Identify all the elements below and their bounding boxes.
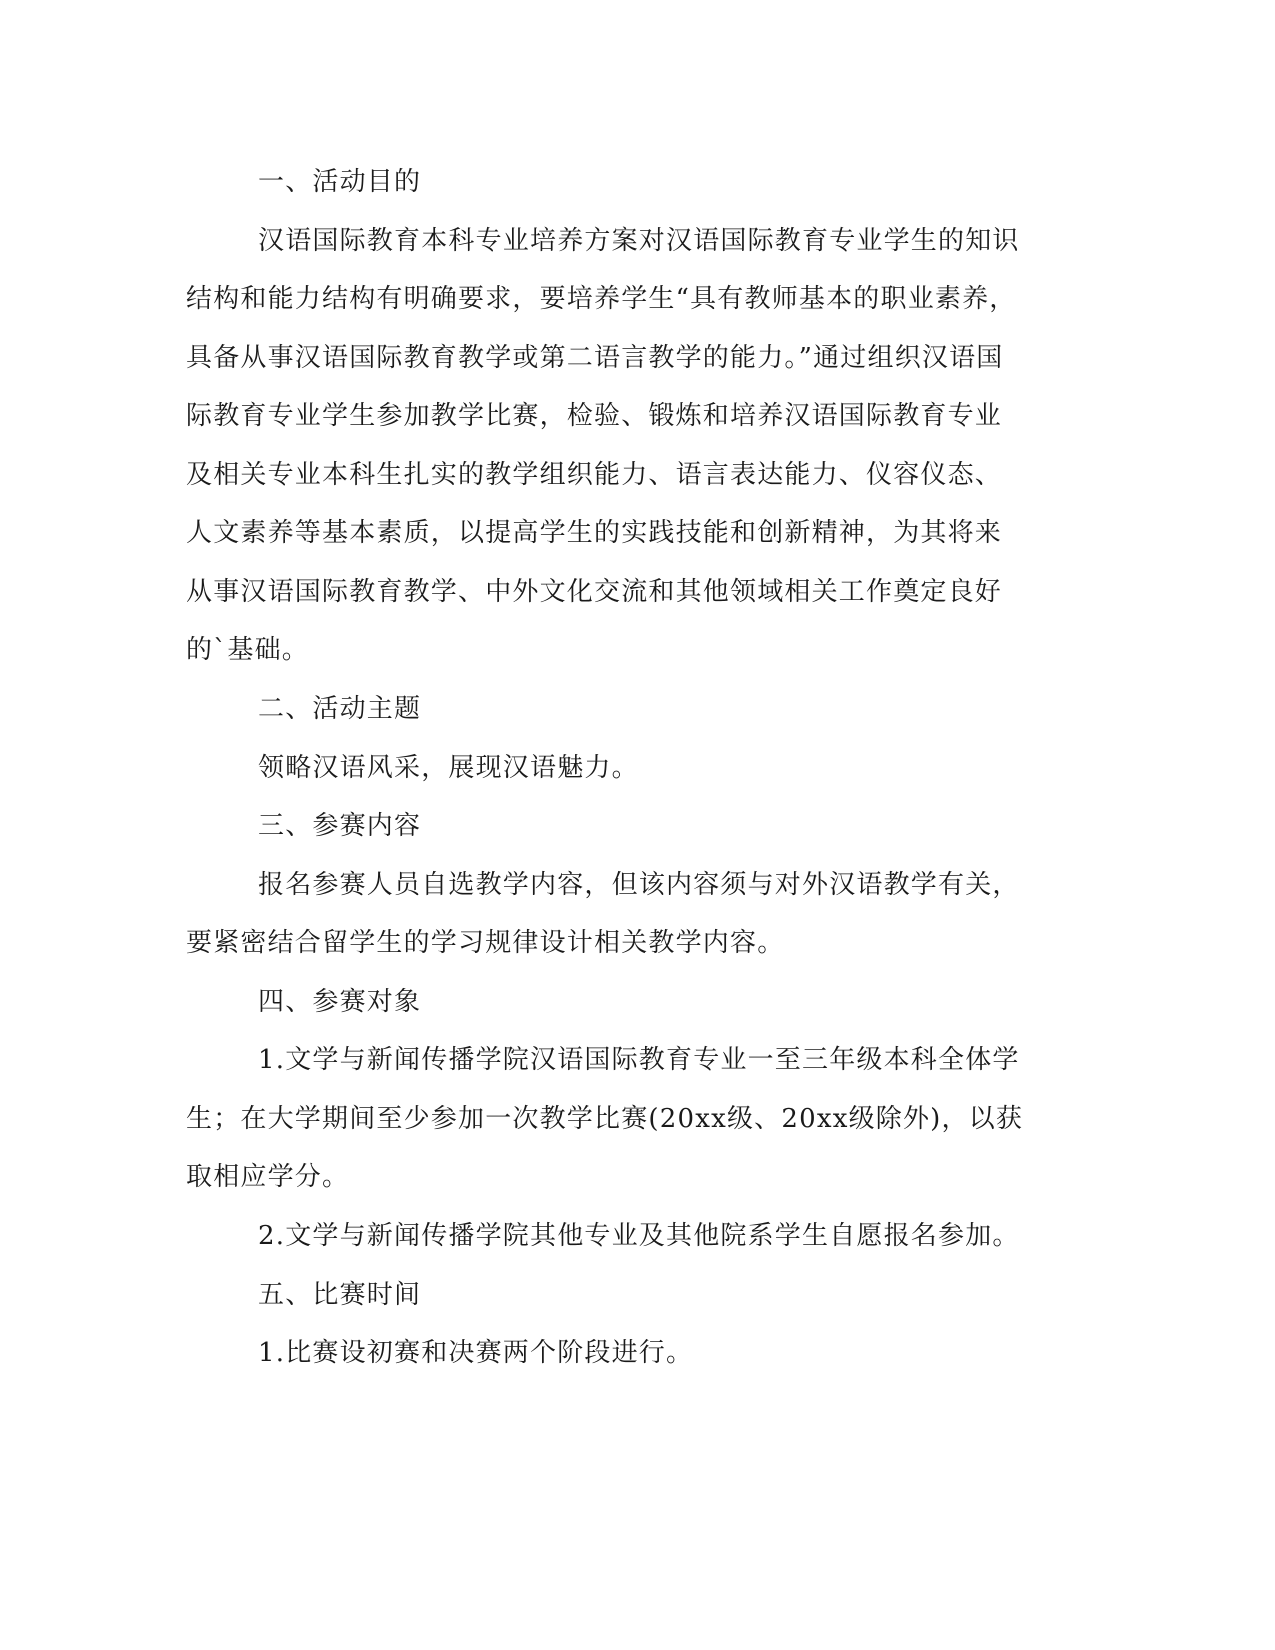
paragraph-line: 报名参赛人员自选教学内容，但该内容须与对外汉语教学有关， xyxy=(258,870,1020,900)
paragraph-line: 结构和能力结构有明确要求，要培养学生“具有教师基本的职业素养， xyxy=(186,284,1017,314)
paragraph-line: 取相应学分。 xyxy=(186,1162,350,1192)
paragraph-line: 的`基础。 xyxy=(186,635,310,665)
paragraph-line: 1.文学与新闻传播学院汉语国际教育专业一至三年级本科全体学 xyxy=(258,1045,1020,1075)
paragraph-line: 2.文学与新闻传播学院其他专业及其他院系学生自愿报名参加。 xyxy=(258,1221,1020,1251)
paragraph-line: 要紧密结合留学生的学习规律设计相关教学内容。 xyxy=(186,928,785,958)
paragraph-line: 际教育专业学生参加教学比赛，检验、锻炼和培养汉语国际教育专业 xyxy=(186,401,1003,431)
paragraph-line: 1.比赛设初赛和决赛两个阶段进行。 xyxy=(258,1338,694,1368)
paragraph-line: 人文素养等基本素质，以提高学生的实践技能和创新精神，为其将来 xyxy=(186,518,1003,548)
paragraph-line: 及相关专业本科生扎实的教学组织能力、语言表达能力、仪容仪态、 xyxy=(186,460,1003,490)
paragraph-line: 汉语国际教育本科专业培养方案对汉语国际教育专业学生的知识 xyxy=(258,226,1020,256)
heading-theme: 二、活动主题 xyxy=(258,694,422,724)
paragraph-line: 从事汉语国际教育教学、中外文化交流和其他领域相关工作奠定良好 xyxy=(186,577,1003,607)
paragraph-line: 具备从事汉语国际教育教学或第二语言教学的能力。”通过组织汉语国 xyxy=(186,343,1004,373)
heading-participants: 四、参赛对象 xyxy=(258,987,422,1017)
heading-content: 三、参赛内容 xyxy=(258,811,422,841)
heading-time: 五、比赛时间 xyxy=(258,1280,422,1310)
paragraph-line: 领略汉语风采，展现汉语魅力。 xyxy=(258,753,639,783)
heading-purpose: 一、活动目的 xyxy=(258,167,422,197)
paragraph-line: 生；在大学期间至少参加一次教学比赛(20xx级、20xx级除外)，以获 xyxy=(186,1104,1024,1134)
